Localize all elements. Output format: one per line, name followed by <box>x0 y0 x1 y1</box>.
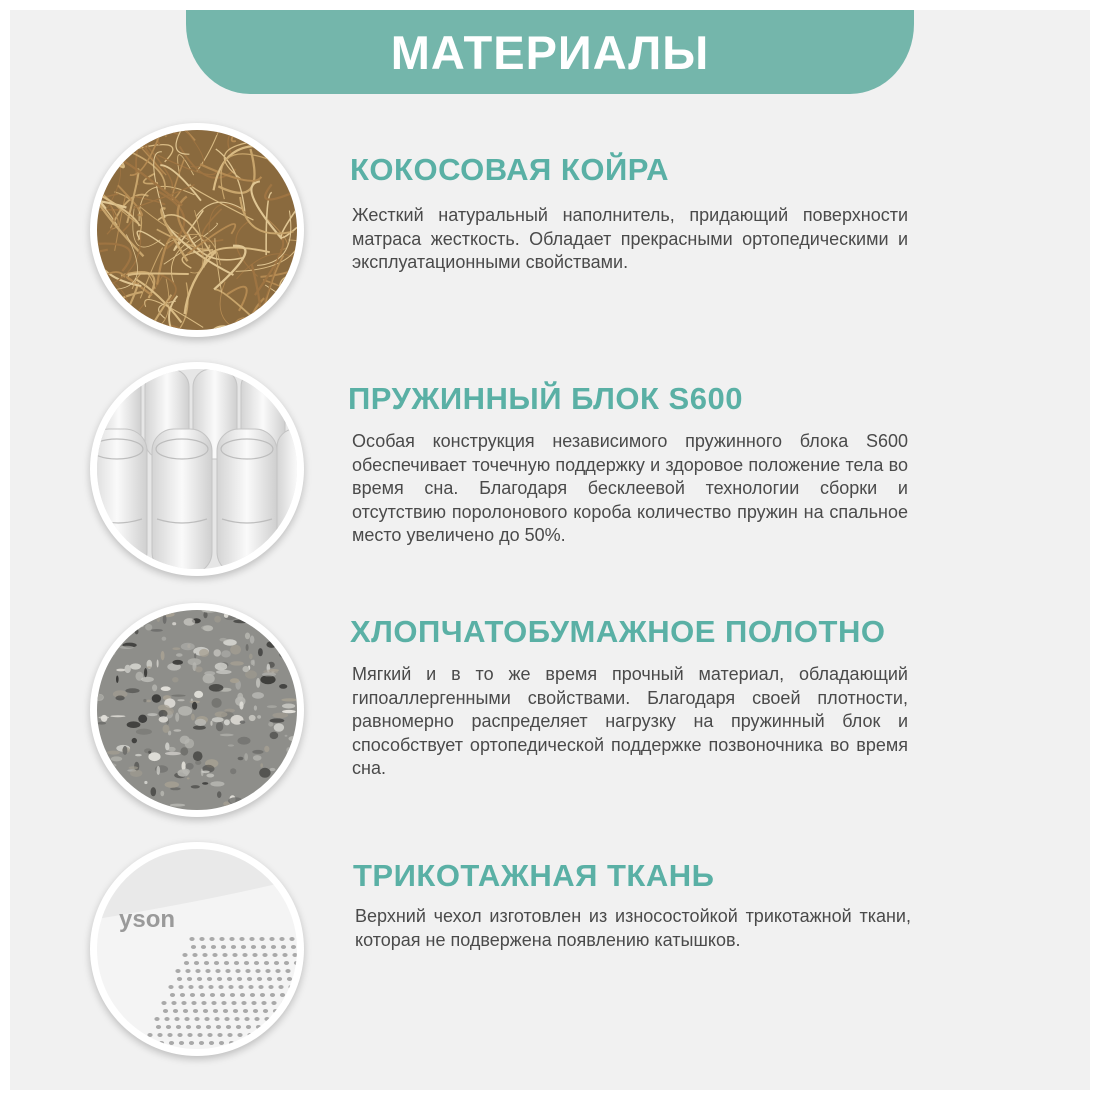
material-description: Особая конструкция независимого пружинного блока S600 обеспечивает точечную поддержку и здоровое положение тела во время сна. Благодаря бесклеевой технологии сборки и отсутствию поролонового короба количество пружин на спальное место увеличено до 50%. <box>352 431 908 545</box>
cotton-felt-image <box>97 610 297 810</box>
coconut-coir-image-frame <box>90 123 304 337</box>
page-title: МАТЕРИАЛЫ <box>390 25 710 79</box>
material-title: ТРИКОТАЖНАЯ ТКАНЬ <box>353 858 715 893</box>
pocket-spring-image-frame <box>90 362 304 576</box>
knitted-fabric-image <box>97 849 297 1049</box>
fabric-logo-text: yson <box>119 906 176 933</box>
material-title: ПРУЖИННЫЙ БЛОК S600 <box>348 381 743 416</box>
material-description: Жесткий натуральный наполнитель, придающий поверхности матраса жесткость. Обладает прекрасными ортопедическими и эксплуатационными свойствами. <box>352 205 908 272</box>
material-title: КОКОСОВАЯ КОЙРА <box>350 152 670 187</box>
material-title: ХЛОПЧАТОБУМАЖНОЕ ПОЛОТНО <box>350 614 886 649</box>
cotton-felt-image-frame <box>90 603 304 817</box>
material-description: Верхний чехол изготовлен из износостойкой трикотажной ткани, которая не подвержена появлению катышков. <box>355 906 911 950</box>
header-banner <box>186 10 914 94</box>
material-description: Мягкий и в то же время прочный материал, обладающий гипоаллергенными свойствами. Благодаря своей плотности, равномерно распределяет нагрузку на пружинный блок и способствует ортопедической поддержке позвоночника во время сна. <box>352 664 908 778</box>
knitted-fabric-image-frame <box>90 842 304 1056</box>
coconut-coir-image <box>97 130 297 330</box>
pocket-spring-image <box>97 369 297 569</box>
